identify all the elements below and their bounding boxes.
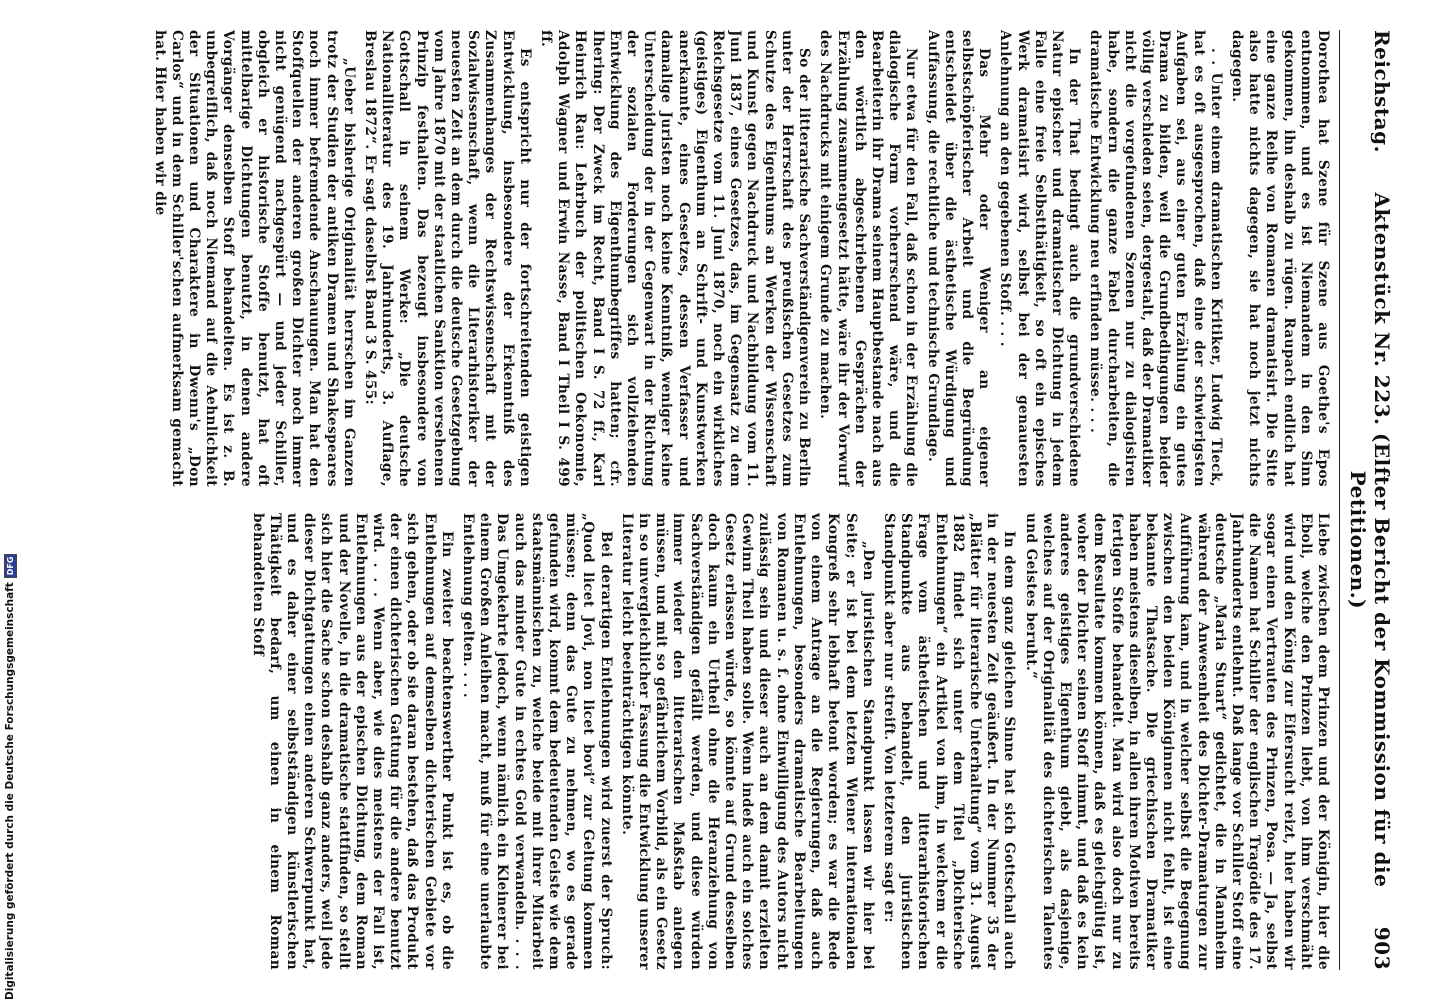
quote-paragraph: „Den juristischen Standpunkt lassen wir hier bei Seite; er ist bei dem letzten Wiener internationalen Kongreß sehr lebhaft betont worden; es war die Rede von einem Antrage an die Regierungen, daß auch Entlehnungen, besonders dramatische Bearbeitungen von Romanen u. s. f. ohne Einwilligung des Autors nicht zulässig sein und dieser auch an dem damit erzielten Gewinn Theil haben solle. Wenn indeß auch ein solches Gesetz erlassen würde, so könnte auf Grund desselben doch kaum ein Urtheil ohne die Heranziehung von Sachverständigen gefällt werden, und diese würden immer wieder den litterarischen Maßstab anlegen müssen, und mit so gefährlichem Vorbild, als ein Gesetz in so unvergleichlicher Fassung die Entwicklung unserer Literatur leicht beeinträchtigen könnte.	[618, 513, 876, 970]
paragraph: Dorothea hat Szene für Szene aus Goethe's Epos entnommen, und es ist Niemandem in den Sinn gekommen, ihn deshalb zu rügen. Raupach endlich hat eine ganze Reihe von Romanen dramatisirt. Die Sitte also hatte nichts dagegen, sie hat noch jetzt nichts dagegen.	[1228, 30, 1331, 487]
paragraph: Liebe zwischen dem Prinzen und der Königin, hier die Eboli, welche den Prinzen liebt, von ihm verschmäht wird und den König zur Eifersucht reizt, hier haben wir sogar einen Vertrauten des Prinzen, Posa. — Ja, selbst die Namen hat Schiller der englischen Tragödie des 17. Jahrhunderts entlehnt. Daß lange vor Schiller Stoff eine deutsche „Maria Stuart“ gedichtet, die in Mannheim während der Anwesenheit des Dichter-Dramaturgen zur Aufführung kam, und in welcher selbst die Begegnung zwischen den beiden Königinnen nicht fehlt, ist eine bekannte Thatsache. Die griechischen Dramatiker haben meistens dieselben, in allen ihren Motiven bereits fertigen Stoffe behandelt. Man wird also doch nur zu dem Resultate kommen können, daß es gleichgültig ist, woher der Dichter seinen Stoff nimmt, und daß es kein anderes geistiges Eigenthum giebt, als dasjenige, welches auf der Originalität des dichterischen Talentes und Geistes beruht.“	[1022, 513, 1331, 970]
paragraph: In dem ganz gleichen Sinne hat sich Gottschall auch in der neuesten Zeit geäußert. In der Nummer 35 der „Blätter für literarische Unterhaltung“ vom 31. August 1882 findet sich unter dem Titel „Dichterische Entlehnungen“ ein Artikel von ihm, in welchem er die Frage vom ästhetischen und litterarhistorischen Standpunkte aus behandelt, den juristischen Standpunkt aber nur streift. Von letzterem sagt er:	[880, 513, 1018, 970]
header-title: Aktenstück Nr. 223. (Elfter Bericht der Kommission für die Petitionen.)	[1346, 192, 1394, 888]
column-right	[31, 513, 1331, 970]
paragraph: Es entspricht nur der fortschreitenden geistigen Entwicklung, insbesondere der Erkenntniß des Zusammenhanges der Rechtswissenschaft mit der Sozialwissenschaft, wenn die Literarhistoriker der neuesten Zeit an dem durch die deutsche Gesetzgebung vom Jahre 1870 mit der staatlichen Sanktion versehenen Prinzip festhalten. Das bezeugt insbesondere von Gottschall in seinem Werke: „Die deutsche Nationalliteratur des 19. Jahrhunderts, 3. Auflage, Breslau 1872“. Er sagt daselbst Band 3 S. 455:	[362, 30, 533, 487]
paragraph: In der That bedingt auch die grundverschiedene Natur epischer und dramatischer Dichtung in jedem Falle eine freie Selbstthätigkeit, so oft ein episches Werk dramatisirt wird, selbst bei der genauesten Anlehnung an den gegebenen Stoff. . . .	[997, 30, 1083, 487]
digitization-text: Digitalisierung gefördert durch die Deutsche Forschungsgemeinschaft	[4, 582, 16, 1000]
paragraph: Das Mehr oder Weniger an eigener selbstschöpferischer Arbeit und die Begründung entscheidet über die ästhetische Würdigung und Auffassung, die rechtliche und technische Grundlage.	[924, 30, 993, 487]
column-left	[31, 30, 1331, 487]
page-number: 903	[1370, 926, 1394, 970]
paragraph: So der litterarische Sachverständigenverein zu Berlin unter der Herrschaft des preußischen Gesetzes zum Schutze des Eigenthums an Werken der Wissenschaft und Kunst gegen Nachdruck und Nachbildung vom 11. Juni 1837, eines Gesetzes, das, im Gegensatz zu dem Reichsgesetze vom 11. Juni 1870, noch ein wirkliches (geistiges) Eigenthum an Schrift- und Kunstwerken anerkannte, eines Gesetzes, dessen Verfasser und damalige Juristen noch keine Kenntniß, weniger keine Unterscheidung der in der Gegenwart in der Richtung der sozialen Forderungen sich vollziehenden Entwicklung des Eigenthumbegriffes hatten; cfr. Ihering: Der Zweck im Recht, Band I S. 72 ff., Karl Heinrich Rau: Lehrbuch der politischen Oekonomie, Adolph Wagner und Erwin Nasse, Band I Theil I S. 499 ff.	[538, 30, 813, 487]
digitization-credit	[2, 556, 18, 1000]
quote-paragraph: „Ueber bisherige Originalität herrschen im Ganzen trotz der Studien der antiken Dramen und Shakespeares noch immer befremdende Anschauungen. Man hat den Stoffquellen der anderen großen Dichter noch immer nicht genügend nachgespürt — und jeder Schiller, obgleich er historische Stoffe benutzt, hat oft mittelbarige Dichtungen benutzt, in denen andere Vorgänger denselben Stoff behandelten. Es ist z. B. unbegreiflich, daß noch Niemand auf die Aehnlichkeit der Situationen und Charaktere in Dwenn's „Don Carlos“ und in dem Schiller'schen aufmerksam gemacht hat. Hier haben wir die	[151, 30, 357, 487]
paragraph: Bei derartigen Entlehnungen wird zuerst der Spruch: „Quod licet Jovi, non licet bovi“ zur Geltung kommen müssen; denn das Gute zu nehmen, wo es gerade gefunden wird, kommt dem bedeutenden Geiste wie dem staatsmännischen zu, welche beide mit ihrer Mitarbeit auch das minder Gute in echtes Gold verwandeln. . . . Das Umgekehrte jedoch, wenn nämlich ein Kleinerer bei einem Großen Anleihen macht, muß für eine unerlaubte Entlehnung gelten. . . .	[460, 513, 614, 970]
text-columns	[31, 30, 1331, 970]
paragraph: . . Unter einem dramatischen Kritiker, Ludwig Tieck, hat es oft ausgesprochen, daß eine der schwierigsten Aufgaben sei, aus einer guten Erzählung ein gutes Drama zu bilden, weil die Grundbedingungen beider völlig verschieden seien, dergestalt, daß der Dramatiker nicht die vorgefundenen Szenen nur zu dialogisiren habe, sondern die ganze Fabel durcharbeiten, die dramatische Entwicklung neu erfinden müsse. . . .	[1087, 30, 1224, 487]
header-left: Reichstag.	[1370, 30, 1394, 154]
paragraph: Ein zweiter beachtenswerther Punkt ist es, ob die Entlehnungen auf demselben dichterischen Gebiete vor sich gehen, oder ob sie daran bestehen, daß das Produkt der einen dichterischen Gattung für die andere benutzt wird. . . . Wenn aber, wie dies meistens der Fall ist, Entlehnungen aus der epischen Dichtung, dem Roman und der Novelle, in die dramatische stattfinden, so stellt sich hier die Sache schon deshalb ganz anders, weil jede dieser Dichtgattungen einen anderen Schwerpunkt hat, und es daher einer selbstständigen künstlerischen Thätigkeit bedarf, um einen in einem Roman behandelten Stoff	[249, 513, 455, 970]
page-header	[1339, 30, 1394, 970]
paragraph: Nur etwa für den Fall, daß schon in der Erzählung die dialogische Form vorherrschend wäre, und die Bearbeiterin ihr Drama seinem Hauptbestande nach aus den wörtlich abgeschriebenen Gesprächen der Erzählung zusammengesetzt hätte, wäre ihr der Vorwurf des Nachdrucks mit einigem Grunde zu machen.	[817, 30, 920, 487]
scanned-page	[8, 0, 1416, 1000]
dfg-logo-icon: DFG	[4, 554, 17, 579]
